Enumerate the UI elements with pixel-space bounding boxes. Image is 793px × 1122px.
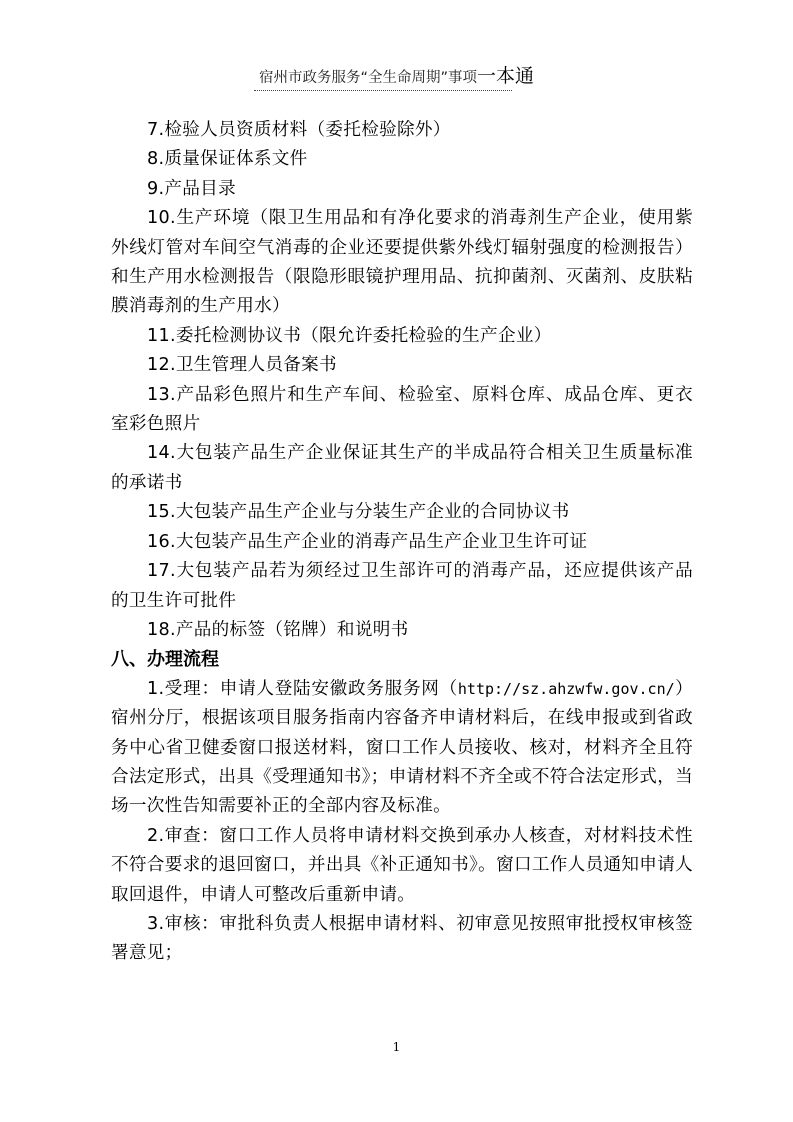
list-item: 7.检验人员资质材料（委托检验除外） [147,120,451,140]
list-item: 8.质量保证体系文件 [147,149,308,170]
list-item: 15.大包装产品生产企业与分装生产企业的合同协议书 [147,502,570,523]
list-item: 11.委托检测协议书（限允许委托检验的生产企业） [147,325,552,346]
header-underline [254,90,512,91]
website-link[interactable]: http://sz.ahzwfw.gov.cn/ [457,679,675,698]
page-number: 1 [392,1040,401,1054]
process-step-2: 2.审查：窗口工作人员将申请材料交换到承办人核查，对材料技术性不符合要求的退回窗口，并出具《补正通知书》。窗口工作人员通知申请人取回退件，申请人可整改后重新申请。 [111,825,693,905]
list-item: 12.卫生管理人员备案书 [147,355,337,376]
step1-prefix: 1.受理：申请人登陆安徽政务服务网（ [147,678,458,699]
list-item: 17.大包装产品若为须经过卫生部许可的消毒产品，还应提供该产品的卫生许可批件 [111,561,693,611]
page-header [0,66,793,88]
list-item: 14.大包装产品生产企业保证其生产的半成品符合相关卫生质量标准的承诺书 [111,443,693,493]
header-title: 宿州市政务服务“全生命周期”事项 [258,70,477,86]
list-item: 10.生产环境（限卫生用品和有净化要求的消毒剂生产企业，使用紫外线灯管对车间空气消毒的企业还要提供紫外线灯辐射强度的检测报告）和生产用水检测报告（限隐形眼镜护理用品、抗抑菌剂、灭菌剂、皮肤粘膜消毒剂的生产用水） [111,208,693,317]
document-body [111,116,693,969]
list-item: 13.产品彩色照片和生产车间、检验室、原料仓库、成品仓库、更衣室彩色照片 [111,384,693,435]
header-title-tail: 一本通 [477,65,535,87]
list-item: 18.产品的标签（铭牌）和说明书 [147,619,409,640]
process-step-3: 3.审核：审批科负责人根据申请材料、初审意见按照审批授权审核签署意见； [111,913,693,964]
list-item: 16.大包装产品生产企业的消毒产品生产企业卫生许可证 [147,531,588,552]
step1-suffix: ）宿州分厅，根据该项目服务指南内容备齐申请材料后，在线申报或到省政务中心省卫健委窗口报送材料，窗口工作人员接收、核对，材料齐全且符合法定形式，出具《受理通知书》；申请材料不齐全或不符合法定形式，当场一次性告知需要补正的全部内容及标准。 [111,678,693,817]
list-item: 9.产品目录 [147,178,236,199]
process-step-1 [111,675,693,822]
section-heading: 八、办理流程 [111,649,219,671]
